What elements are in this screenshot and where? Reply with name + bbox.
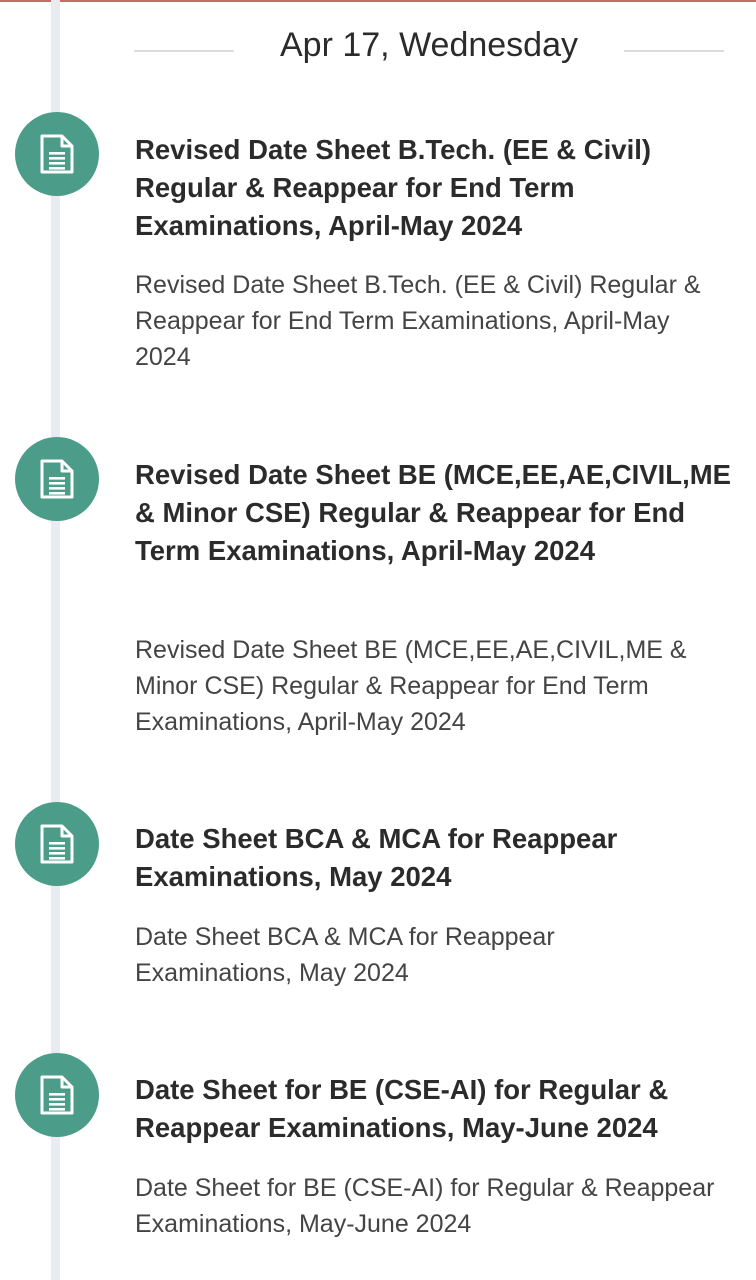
document-icon (15, 802, 99, 886)
entry-description: Date Sheet BCA & MCA for Reappear Examinations, May 2024 (135, 923, 555, 987)
entry-title[interactable]: Revised Date Sheet B.Tech. (EE & Civil) Regular & Reappear for End Term Examinations, April-May 2024 (135, 134, 652, 241)
entry-description: Revised Date Sheet BE (MCE,EE,AE,CIVIL,ME & Minor CSE) Regular & Reappear for End Term Examinations, April-May 2024 (135, 636, 687, 736)
date-rule-right (624, 50, 724, 52)
top-border (0, 0, 756, 2)
entry-description: Date Sheet for BE (CSE-AI) for Regular & Reappear Examinations, May-June 2024 (135, 1174, 715, 1238)
date-label: Apr 17, Wednesday (280, 26, 578, 64)
document-icon (15, 437, 99, 521)
entry-title[interactable]: Date Sheet for BE (CSE-AI) for Regular & Reappear Examinations, May-June 2024 (135, 1074, 669, 1143)
document-icon (15, 1053, 99, 1137)
entry-description: Revised Date Sheet B.Tech. (EE & Civil) Regular & Reappear for End Term Examinations, April-May 2024 (135, 271, 701, 371)
date-rule-left (134, 50, 234, 52)
document-icon (15, 112, 99, 196)
date-header (0, 22, 756, 76)
entry-title[interactable]: Date Sheet BCA & MCA for Reappear Examinations, May 2024 (135, 823, 618, 892)
entry-title[interactable]: Revised Date Sheet BE (MCE,EE,AE,CIVIL,ME & Minor CSE) Regular & Reappear for End Term Examinations, April-May 2024 (135, 459, 731, 566)
